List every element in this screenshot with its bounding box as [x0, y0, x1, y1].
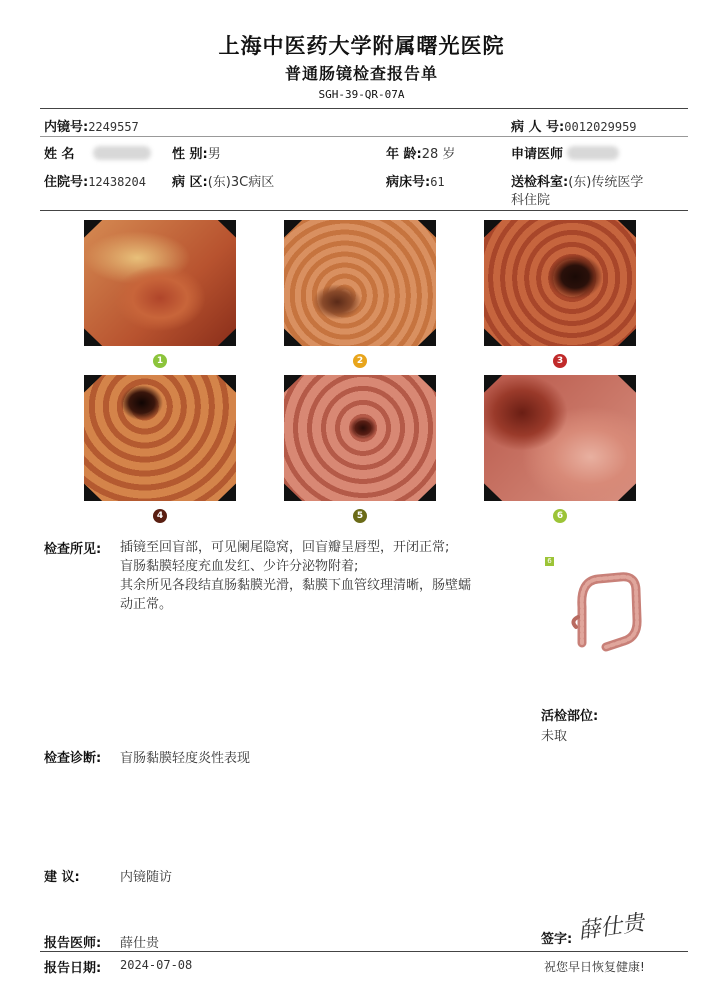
- bed-number: 病床号:61: [386, 175, 445, 190]
- diagnosis-value: 盲肠黏膜轻度炎性表现: [120, 751, 251, 766]
- referring-department: 送检科室:(东)传统医学: [511, 175, 644, 190]
- image-number-badge-4: 4: [153, 509, 167, 523]
- endoscopy-photo: [84, 375, 236, 501]
- referring-department-line2: 科住院: [511, 193, 551, 208]
- diagram-marker: 6: [545, 557, 554, 566]
- redacted-name: [93, 146, 151, 160]
- report-title: 普通肠镜检查报告单: [284, 64, 438, 83]
- endoscope-number: 内镜号:2249557: [44, 120, 139, 135]
- patient-number: 病 人 号:0012029959: [511, 120, 637, 135]
- patient-sex: 性 别:男: [172, 147, 221, 162]
- image-number-badge-5: 5: [353, 509, 367, 523]
- form-code: SGH-39-QR-07A: [318, 88, 405, 101]
- hospital-name: 上海中医药大学附属曙光医院: [218, 34, 505, 58]
- endoscopy-image-6[interactable]: [484, 375, 636, 501]
- admission-number: 住院号:12438204: [44, 175, 146, 190]
- findings-line: 插镜至回盲部，可见阑尾隐窝，回盲瓣呈唇型，开闭正常;: [120, 540, 450, 555]
- findings-line: 其余所见各段结直肠黏膜光滑，黏膜下血管纹理清晰，肠壁蠕: [120, 578, 472, 593]
- advice-label: 建 议:: [44, 870, 80, 885]
- endoscopy-photo: [284, 375, 436, 501]
- image-number-badge-2: 2: [353, 354, 367, 368]
- image-number-badge-1: 1: [153, 354, 167, 368]
- endoscopy-image-5[interactable]: [284, 375, 436, 501]
- report-doctor-value: 薛仕贵: [120, 936, 160, 951]
- advice-value: 内镜随访: [120, 870, 173, 885]
- redacted-doctor: [567, 146, 619, 160]
- divider-top: [40, 108, 688, 109]
- ward: 病 区:(东)3C病区: [172, 175, 275, 190]
- closing-wish: 祝您早日恢复健康!: [544, 960, 645, 974]
- findings-label: 检查所见:: [44, 542, 102, 557]
- divider-info: [40, 210, 688, 211]
- divider-row1: [40, 136, 688, 137]
- endoscopy-photo: [284, 220, 436, 346]
- report-date-value: 2024-07-08: [120, 958, 193, 972]
- endoscopy-image-4[interactable]: [84, 375, 236, 501]
- image-number-badge-3: 3: [553, 354, 567, 368]
- findings-text: [120, 538, 525, 614]
- patient-age: 年 龄:28 岁: [386, 147, 456, 162]
- findings-line: 动正常。: [120, 597, 173, 612]
- signature-label: 签字:: [541, 932, 573, 947]
- endoscopy-image-1[interactable]: [84, 220, 236, 346]
- image-number-badge-6: 6: [553, 509, 567, 523]
- report-date-label: 报告日期:: [44, 961, 102, 976]
- endoscopy-photo: [484, 220, 636, 346]
- endoscopy-photo: [84, 220, 236, 346]
- findings-line: 盲肠黏膜轻度充血发红、少许分泌物附着;: [120, 559, 359, 574]
- biopsy-value: 未取: [541, 729, 568, 744]
- biopsy-label: 活检部位:: [541, 709, 599, 724]
- report-doctor-label: 报告医师:: [44, 936, 102, 951]
- diagnosis-label: 检查诊断:: [44, 751, 102, 766]
- divider-bottom: [40, 951, 688, 952]
- endoscopy-image-3[interactable]: [484, 220, 636, 346]
- endoscopy-image-2[interactable]: [284, 220, 436, 346]
- endoscopy-photo: [484, 375, 636, 501]
- requesting-doctor: 申请医师: [511, 143, 619, 162]
- patient-name: 姓 名: [44, 143, 151, 162]
- colon-diagram-icon: [560, 555, 650, 655]
- handwritten-signature: 薛仕贵: [576, 910, 646, 945]
